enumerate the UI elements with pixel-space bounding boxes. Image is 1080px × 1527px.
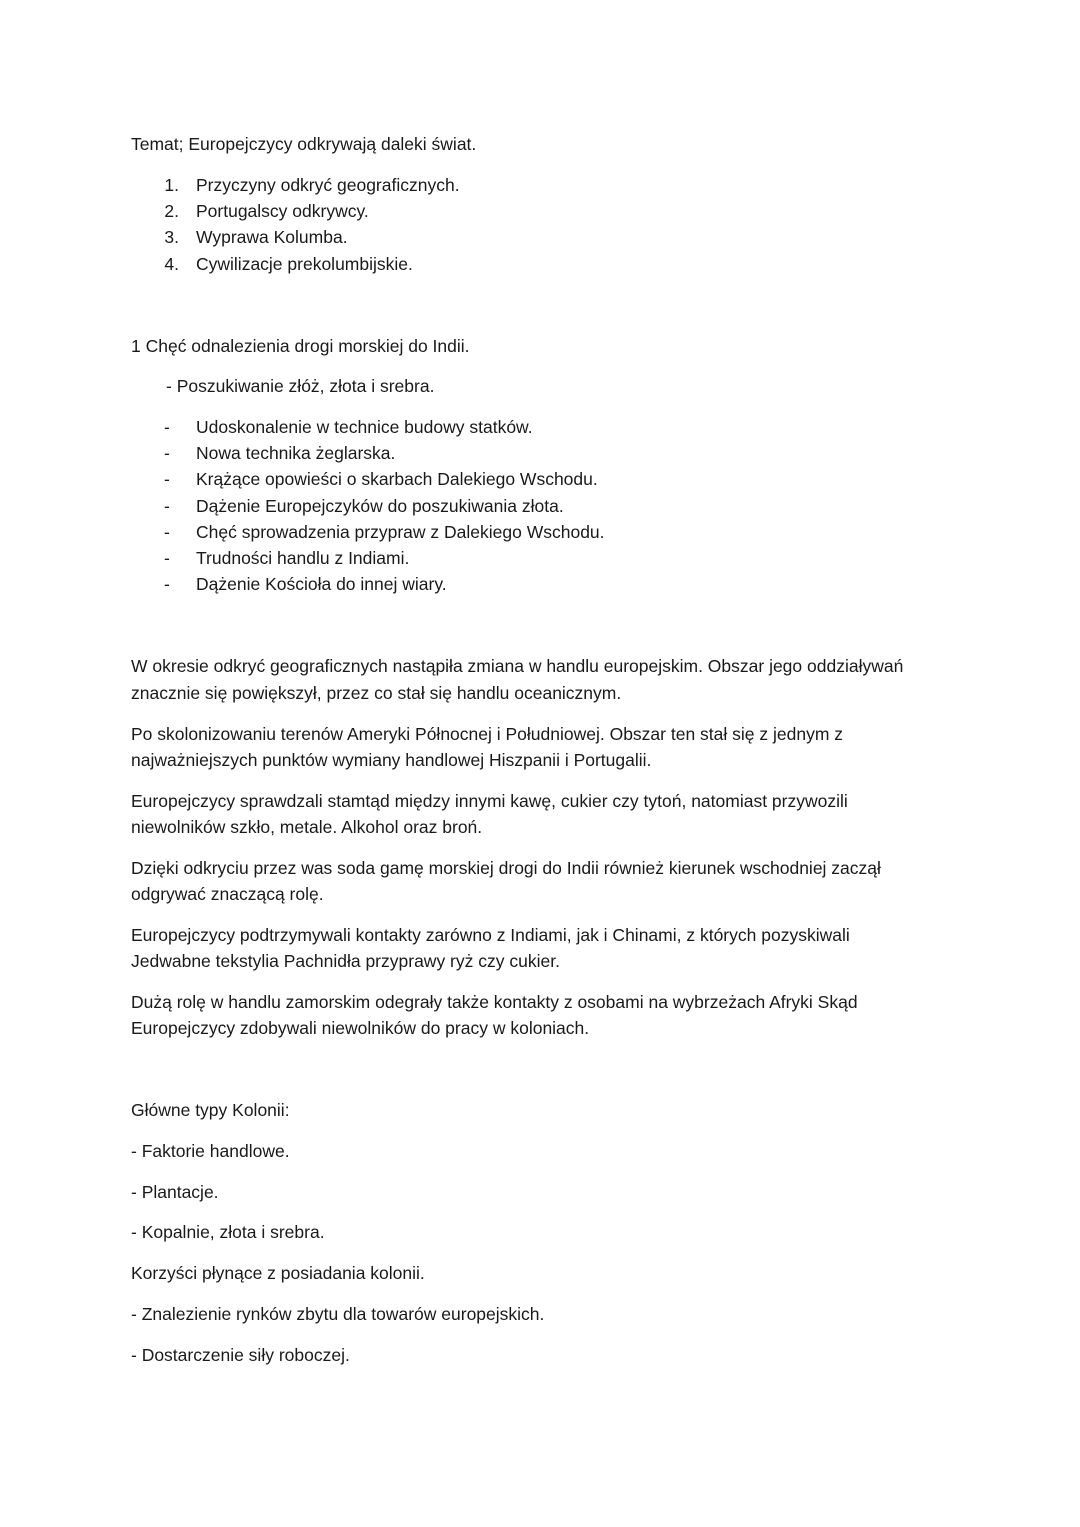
bullet-dash: - [164, 417, 170, 437]
bullet-dash: - [164, 548, 170, 568]
list-item: - Faktorie handlowe. [131, 1141, 290, 1161]
outline-item-text: Portugalscy odkrywcy. [196, 201, 369, 221]
list-item-text: Dążenie Kościoła do innej wiary. [196, 574, 447, 594]
list-item-text: Krążące opowieści o skarbach Dalekiego Wschodu. [196, 469, 598, 489]
list-item-text: Udoskonalenie w technice budowy statków. [196, 417, 533, 437]
outline-item-number: 2. [164, 201, 179, 221]
paragraph-line: najważniejszych punktów wymiany handlowej Hiszpanii i Portugalii. [131, 750, 652, 770]
list-item-text: Chęć sprowadzenia przypraw z Dalekiego Wschodu. [196, 522, 605, 542]
outline-item-number: 1. [164, 175, 179, 195]
document-topic: Temat; Europejczycy odkrywają daleki świat. [131, 134, 477, 154]
list-item: - Znalezienie rynków zbytu dla towarów europejskich. [131, 1304, 545, 1324]
section-first-point: - Poszukiwanie złóż, złota i srebra. [166, 376, 435, 396]
bullet-dash: - [164, 443, 170, 463]
paragraph-line: Dzięki odkryciu przez was soda gamę morskiej drogi do Indii również kierunek wschodniej zaczął [131, 858, 881, 878]
paragraph-line: Europejczycy podtrzymywali kontakty zarówno z Indiami, jak i Chinami, z których pozyskiwali [131, 925, 850, 945]
bullet-dash: - [164, 469, 170, 489]
outline-item-text: Cywilizacje prekolumbijskie. [196, 254, 413, 274]
section-heading: 1 Chęć odnalezienia drogi morskiej do Indii. [131, 336, 470, 356]
outline-item-number: 3. [164, 227, 179, 247]
bullet-dash: - [164, 496, 170, 516]
paragraph-line: znacznie się powiększył, przez co stał się handlu oceanicznym. [131, 683, 622, 703]
bullet-dash: - [164, 522, 170, 542]
paragraph-line: W okresie odkryć geograficznych nastąpiła zmiana w handlu europejskim. Obszar jego oddziaływań [131, 656, 904, 676]
paragraph-line: Europejczycy zdobywali niewolników do pracy w koloniach. [131, 1018, 590, 1038]
list-item: - Dostarczenie siły roboczej. [131, 1345, 350, 1365]
outline-item-text: Przyczyny odkryć geograficznych. [196, 175, 460, 195]
list-item: - Kopalnie, złota i srebra. [131, 1222, 325, 1242]
list-item-text: Dążenie Europejczyków do poszukiwania złota. [196, 496, 564, 516]
bullet-dash: - [164, 574, 170, 594]
list-item-text: Trudności handlu z Indiami. [196, 548, 410, 568]
benefits-heading: Korzyści płynące z posiadania kolonii. [131, 1263, 425, 1283]
outline-item-text: Wyprawa Kolumba. [196, 227, 348, 247]
paragraph-line: Po skolonizowaniu terenów Ameryki Północnej i Południowej. Obszar ten stał się z jednym z [131, 724, 844, 744]
paragraph-line: odgrywać znaczącą rolę. [131, 884, 324, 904]
colonies-heading: Główne typy Kolonii: [131, 1100, 290, 1120]
paragraph-line: Jedwabne tekstylia Pachnidła przyprawy ryż czy cukier. [131, 951, 560, 971]
paragraph-line: Dużą rolę w handlu zamorskim odegrały także kontakty z osobami na wybrzeżach Afryki Skąd [131, 992, 858, 1012]
paragraph-line: niewolników szkło, metale. Alkohol oraz broń. [131, 817, 483, 837]
list-item-text: Nowa technika żeglarska. [196, 443, 396, 463]
paragraph-line: Europejczycy sprawdzali stamtąd między innymi kawę, cukier czy tytoń, natomiast przywozili [131, 791, 848, 811]
outline-item-number: 4. [164, 254, 179, 274]
list-item: - Plantacje. [131, 1182, 219, 1202]
